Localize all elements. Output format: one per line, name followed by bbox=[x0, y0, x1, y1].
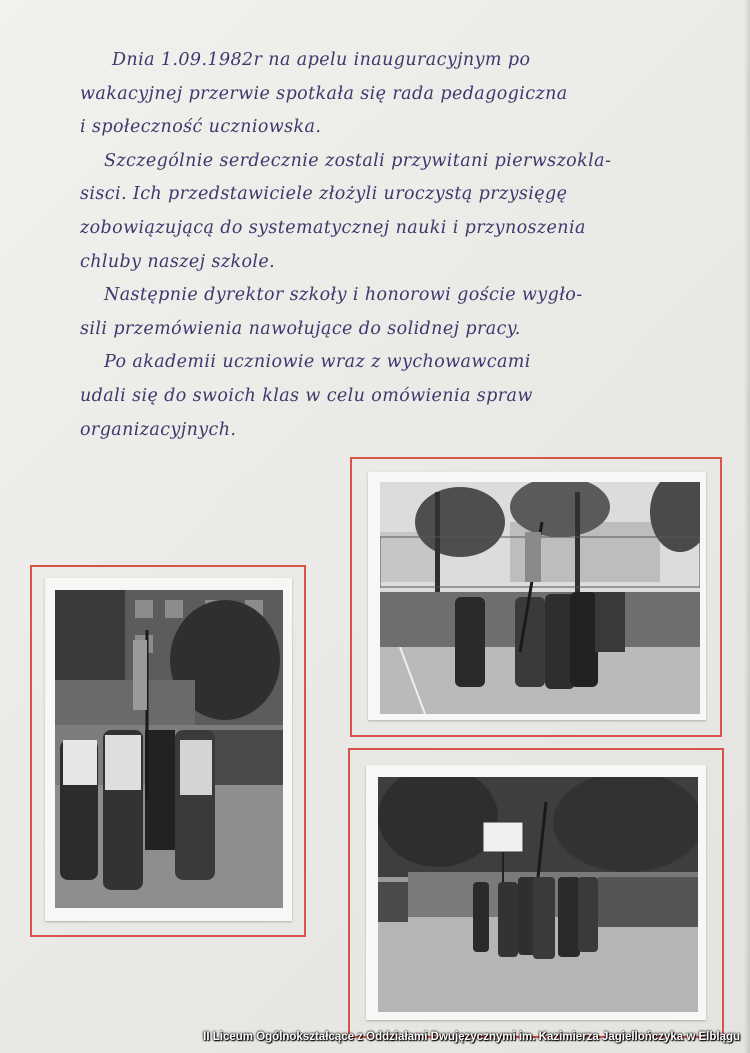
text-line: Dnia 1.09.1982r na apelu inauguracyjnym po bbox=[112, 50, 531, 70]
page-edge-shadow bbox=[744, 0, 750, 1053]
handwritten-text-block bbox=[80, 44, 655, 447]
photo-bottom-right bbox=[378, 777, 698, 1012]
text-line: Po akademii uczniowie wraz z wychowawcami bbox=[104, 352, 531, 373]
text-line: Szczególnie serdecznie zostali przywitani pierwszokla- bbox=[104, 150, 612, 171]
text-line: Następnie dyrektor szkoły i honorowi goście wygło- bbox=[104, 285, 583, 306]
photo-left bbox=[55, 590, 283, 908]
text-line: chluby naszej szkole. bbox=[80, 251, 276, 272]
text-line: wakacyjnej przerwie spotkała się rada pedagogiczna bbox=[80, 83, 568, 104]
text-line: sisci. Ich przedstawiciele złożyli uroczystą przysięgę bbox=[80, 184, 568, 205]
watermark-caption: II Liceum Ogólnokształcące z Oddziałami Dwujęzycznymi im. Kazimierza Jagiellończyka w Elblągu bbox=[203, 1031, 740, 1043]
text-line: udali się do swoich klas w celu omówienia spraw bbox=[80, 385, 533, 406]
text-line: organizacyjnych. bbox=[80, 419, 237, 440]
text-line: i społeczność uczniowska. bbox=[80, 117, 322, 138]
text-line: sili przemówienia nawołujące do solidnej pracy. bbox=[80, 318, 521, 339]
photo-top-right bbox=[380, 482, 700, 714]
text-line: zobowiązującą do systematycznej nauki i przynoszenia bbox=[80, 217, 586, 238]
